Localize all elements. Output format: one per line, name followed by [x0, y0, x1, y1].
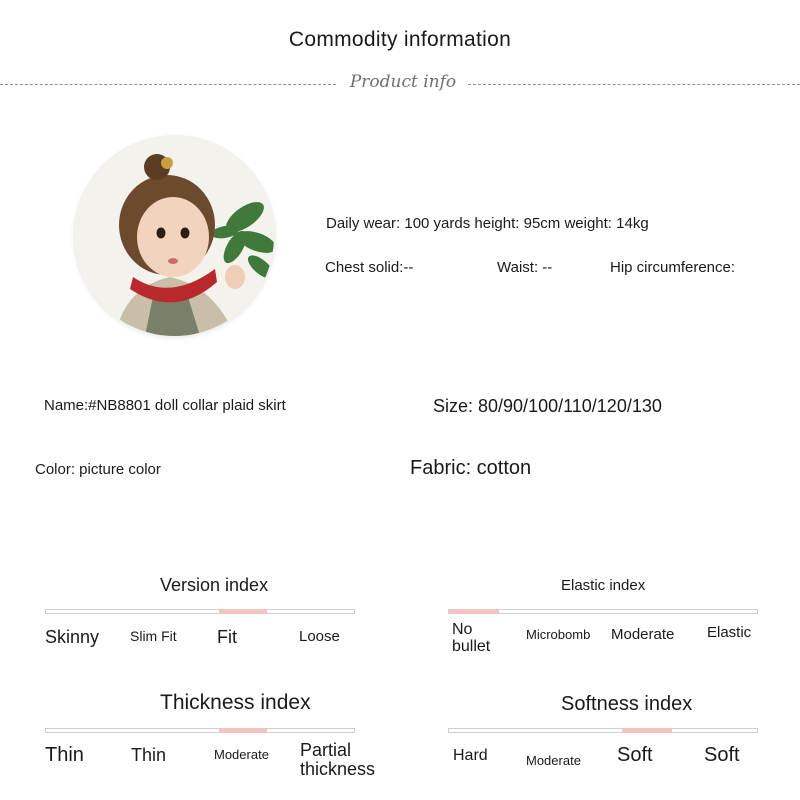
- softness-label-soft-2: Soft: [704, 744, 740, 766]
- product-fabric: Fabric: cotton: [410, 457, 532, 479]
- divider-right: [468, 84, 800, 85]
- page-title: Commodity information: [288, 28, 512, 51]
- elastic-label-moderate: Moderate: [611, 626, 675, 643]
- version-label-skinny: Skinny: [45, 627, 100, 647]
- elastic-index-indicator: [449, 609, 499, 614]
- child-illustration: [75, 137, 274, 336]
- thickness-index-bar: [45, 728, 355, 733]
- section-subtitle: Product info: [349, 72, 457, 92]
- product-size: Size: 80/90/100/110/120/130: [433, 396, 662, 416]
- thickness-label-thin-2: Thin: [131, 745, 167, 765]
- elastic-label-no-bullet: No bullet: [452, 621, 491, 655]
- softness-label-moderate: Moderate: [526, 753, 581, 768]
- model-photo: [75, 137, 274, 336]
- thickness-label-partial-thickness: Partial thickness: [300, 740, 376, 779]
- softness-label-hard: Hard: [453, 747, 488, 764]
- elastic-index-title: Elastic index: [561, 577, 646, 594]
- version-label-slim-fit: Slim Fit: [130, 628, 177, 644]
- daily-wear-text: Daily wear: 100 yards height: 95cm weight: 14kg: [326, 215, 649, 232]
- softness-label-soft-1: Soft: [617, 744, 653, 766]
- softness-index-bar: [448, 728, 758, 733]
- elastic-label-microbomb: Microbomb: [526, 627, 591, 642]
- version-label-fit: Fit: [217, 627, 237, 647]
- thickness-index-title: Thickness index: [160, 691, 311, 714]
- hip-text: Hip circumference:: [610, 259, 736, 276]
- version-index-bar: [45, 609, 355, 614]
- softness-index-title: Softness index: [561, 693, 693, 715]
- thickness-label-moderate: Moderate: [214, 747, 269, 762]
- version-index-indicator: [219, 609, 267, 614]
- waist-text: Waist: --: [497, 259, 553, 276]
- divider-left: [0, 84, 336, 85]
- elastic-index-bar: [448, 609, 758, 614]
- thickness-label-thin-1: Thin: [45, 744, 84, 766]
- thickness-index-indicator: [219, 728, 267, 733]
- product-color: Color: picture color: [35, 461, 161, 478]
- version-label-loose: Loose: [299, 628, 340, 645]
- elastic-label-elastic: Elastic: [707, 624, 752, 641]
- chest-text: Chest solid:--: [325, 259, 414, 276]
- product-name: Name:#NB8801 doll collar plaid skirt: [44, 397, 286, 414]
- softness-index-indicator: [622, 728, 672, 733]
- version-index-title: Version index: [160, 575, 269, 595]
